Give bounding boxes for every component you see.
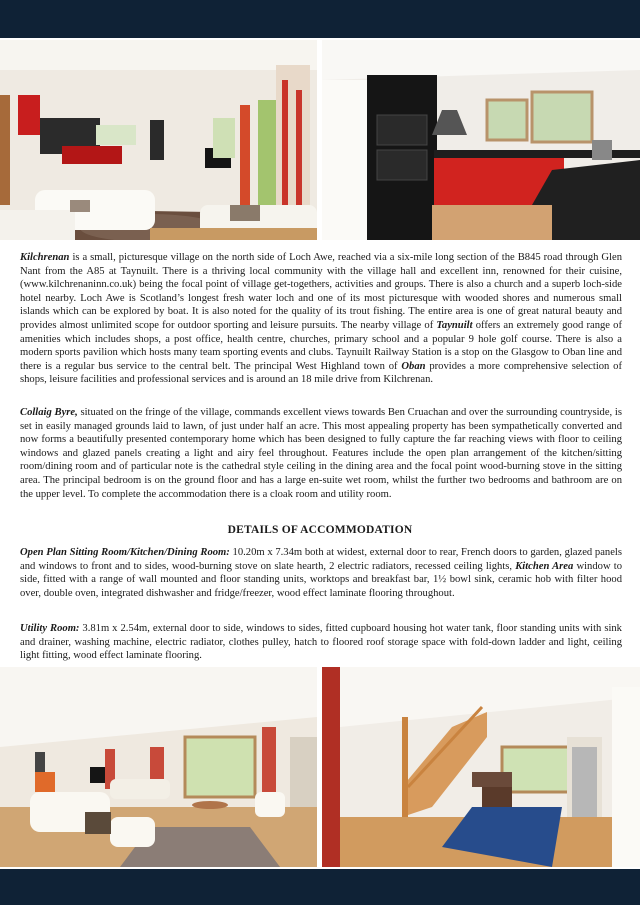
kitchen-label: Kitchen Area: [515, 560, 574, 572]
property-paragraph: [20, 406, 622, 501]
utility-label: Utility Room:: [20, 623, 80, 634]
open-plan-paragraph: [20, 546, 622, 600]
intro-text-1: is a small, picturesque village on the north side of Loch Awe, reached via a six-mile long section of the B845 road through Glen Nant from the A85 at Taynuilt. There is a thriving local community with the village hall and excellent inn, renowned for their cuisine, (www.kilchrenaninn.co.uk) being the focal point of village get-togethers, activities and groups. There is also a church and a superb loch-side hotel nearby. Loch Awe is Scotland’s longest fresh water loch and one of its most picturesque with wooded shores and numerous small islands which can be explored by boat. It is also noted for the quality of its trout fishing. The entire area is one of great natural beauty and provides almost unlimited scope for outdoor sporting and leisure pursuits. The nearby village of: [20, 252, 622, 331]
top-banner: [0, 0, 640, 38]
utility-paragraph: [20, 622, 622, 663]
accommodation-heading: DETAILS OF ACCOMMODATION: [227, 524, 413, 536]
staircase-photo: [322, 667, 640, 867]
intro-text-2: offers an extremely good range of amenities which includes shops, a post office, health centre, churches, primary school and a popular 9 hole golf course. There is also a modern sports pavilion which hosts many team sporting events and clubs. Taynuilt Railway Station is a stop on the Glasgow to Oban line and there is a regular bus service to the central belt. The principal West Highland town of: [20, 319, 622, 372]
kitchen-photo: [322, 40, 640, 240]
oban-name: Oban: [401, 360, 426, 372]
utility-text: 3.81m x 2.54m, external door to side, windows to sides, fitted cupboard housing hot water tank, floor standing units with sink and drainer, washing machine, electric radiator, clothes pulley, hatch to floored roof storage space with fold-down ladder and light, ceiling light fitting, wood effect laminate flooring.: [20, 623, 622, 662]
open-plan-label: Open Plan Sitting Room/Kitchen/Dining Room:: [20, 547, 230, 558]
intro-text-3: provides a more comprehensive selection of shops, leisure facilities and professional services and is around an 18 mile drive from Kilchrenan.: [20, 360, 623, 386]
property-text: situated on the fringe of the village, commands excellent views towards Ben Cruachan and over the surrounding countryside, is set in easily managed grounds laid to lawn, of just under half an acre. This most appealing property has been sympathetically converted and now forms a beautifully presented contemporary home which has been designed to fully capture the far reaching views with floor to ceiling windows and glazed panels creating a light and airy feel throughout. Features include the open plan arrangement of the kitchen/sitting room/dining room and of particular note is the cathedral style ceiling in the dining area and the focal point wood-burning stove in the sitting area. The principal bedroom is on the ground floor and has a large en-suite wet room, whilst the further two bedrooms and bathroom are on the upper level. To complete the accommodation there is a cloak room and utility room.: [20, 407, 622, 500]
open-plan-photo: [0, 667, 317, 867]
intro-paragraph: [20, 251, 622, 387]
property-name: Collaig Byre,: [20, 407, 78, 418]
taynuilt-name: Taynuilt: [436, 319, 473, 331]
open-plan-text: 10.20m x 7.34m both at widest, external door to rear, French doors to garden, glazed panels and windows to front and to sides, wood-burning stove on slate hearth, 2 electric radiators, recessed ceiling lights,: [20, 547, 622, 572]
sitting-room-photo: [0, 40, 317, 240]
bottom-banner: [0, 869, 640, 905]
village-name: Kilchrenan: [20, 252, 70, 263]
kitchen-text: window to side, fitted with a range of wall mounted and floor standing units, worktops and breakfast bar, 1½ bowl sink, ceramic hob with filter hood over, double oven, integrated dishwasher and fridge/freezer, wood effect laminate flooring throughout.: [20, 560, 622, 599]
